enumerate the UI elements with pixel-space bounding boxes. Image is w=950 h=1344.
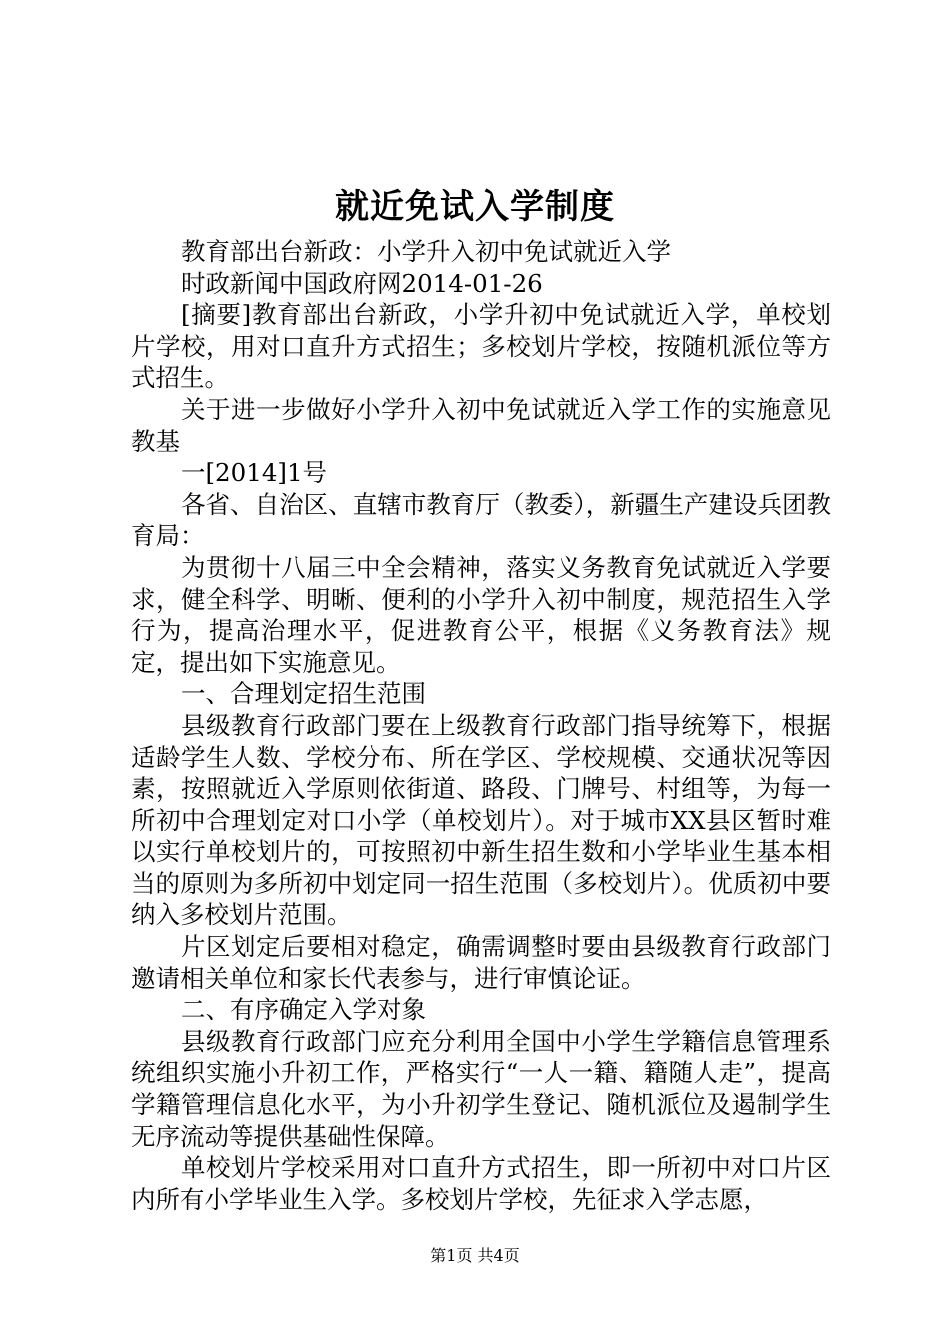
paragraph: 关于进一步做好小学升入初中免试就近入学工作的实施意见教基: [131, 394, 831, 456]
paragraph: 时政新闻中国政府网2014-01-26: [181, 268, 543, 298]
paragraph: 一[2014]1号: [181, 458, 328, 488]
paragraph: 为贯彻十八届三中全会精神，落实义务教育免试就近入学要求，健全科学、明晰、便利的小学升入初中制度，规范招生入学行为，提高治理水平，促进教育公平，根据《义务教育法》规定，提出如下实施意见。: [131, 552, 831, 677]
section-heading: 一、合理划定招生范围: [181, 679, 426, 709]
paragraph: 片区划定后要相对稳定，确需调整时要由县级教育行政部门邀请相关单位和家长代表参与，进行审慎论证。: [131, 932, 831, 993]
paragraph: 县级教育行政部门应充分利用全国中小学生学籍信息管理系统组织实施小升初工作，严格实行“一人一籍、籍随人走”，提高学籍管理信息化水平，为小升初学生登记、随机派位及遏制学生无序流动等提供基础性保障。: [131, 1026, 831, 1151]
document-title: 就近免试入学制度: [335, 187, 615, 227]
paragraph: 单校划片学校采用对口直升方式招生，即一所初中对口片区内所有小学毕业生入学。多校划片学校，先征求入学志愿，: [131, 1153, 831, 1214]
paragraph: 教育部出台新政：小学升入初中免试就近入学: [181, 237, 671, 266]
section-heading: 二、有序确定入学对象: [181, 995, 426, 1025]
paragraph: 各省、自治区、直辖市教育厅（教委），新疆生产建设兵团教育局：: [131, 489, 831, 551]
paragraph: 县级教育行政部门要在上级教育行政部门指导统筹下，根据适龄学生人数、学校分布、所在学区、学校规模、交通状况等因素，按照就近入学原则依街道、路段、门牌号、村组等，为每一所初中合理划定对口小学（单校划片）。对于城市XX县区暂时难以实行单校划片的，可按照初中新生招生数和小学毕业生基本相当的原则为多所初中划定同一招生范围（多校划片）。优质初中要纳入多校划片范围。: [131, 710, 831, 930]
page-number-footer: 第1页 共4页: [430, 1246, 520, 1265]
paragraph: [摘要]教育部出台新政，小学升初中免试就近入学，单校划片学校，用对口直升方式招生；多校划片学校，按随机派位等方式招生。: [131, 300, 831, 393]
document-body: [131, 236, 831, 1215]
